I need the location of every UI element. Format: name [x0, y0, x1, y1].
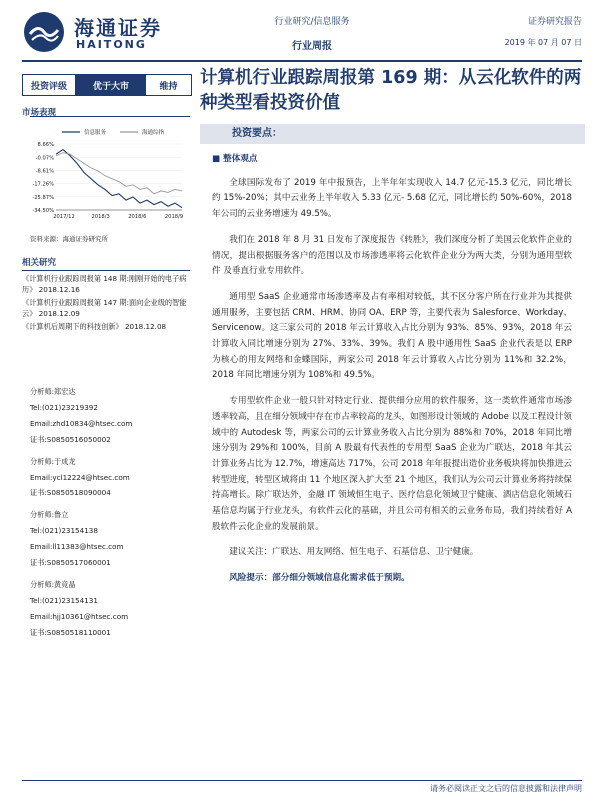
analyst-name: 分析师:郑宏达 — [30, 387, 76, 396]
market-divider — [30, 116, 190, 117]
haitong-logo-icon — [22, 10, 66, 54]
header-divider — [22, 60, 582, 62]
y-tick-label: -17.26% — [32, 181, 54, 188]
category-text: 行业研究/信息服务 — [274, 17, 350, 27]
logo-en: HAITONG — [76, 38, 147, 51]
analyst-list — [30, 384, 190, 641]
paragraph: 专用型软件企业一般只针对特定行业、提供细分应用的软件服务，这一类软件通常市场渗透率较高，且在细分领域中存在市占率较高的龙头，如图形设计领域的 Adobe 以及工程设计领域中的 Autodesk 等，两家公司的云计算业务收入占比分别为 88%和 70%，2018 年同比增速分别为 29%和 100%，目前 A 股最有代表性的专用型 SaaS 企业为广联达，2018 年其云计算业务占比为 12.7%，增速高达 717%，公司 2018 年年报提出造价业务板块将加快推进云转型进度，转型区域将由 11 个地区深入扩大至 21 个地区，我们认为公司云计算业务将持续保持高增长。除广联达外，金融 IT 领域恒生电子、医疗信息化领域卫宁健康、酒店信息化领域石基信息均属于行业龙头，有软件云化的基础，并且公司有相关的云业务布局，我们持续看好 A 股软件云化企业的发展前景。 — [212, 396, 572, 532]
analyst-name: 分析师:于成龙 — [30, 456, 76, 466]
related-divider — [22, 270, 190, 271]
analyst-email[interactable]: Email:zhd10834@htsec.com — [30, 418, 133, 428]
market-section-title: 市场表现 — [22, 108, 57, 118]
analyst-email[interactable]: Email:ll11383@htsec.com — [30, 542, 124, 552]
legend-label-b: 海通综指 — [142, 130, 165, 136]
series-line-a — [56, 150, 182, 208]
legend-label-a: 信息服务 — [84, 130, 107, 136]
analyst-cert: 证书:S0850518090004 — [30, 488, 111, 498]
analyst-cert: 证书:S0850517060001 — [30, 558, 111, 568]
report-type: 行业周报 — [292, 41, 332, 52]
rating-value: 优于大市 — [76, 75, 146, 95]
analyst-tel: Tel:(021)23219392 — [30, 402, 98, 412]
rating-label: 投资评级 — [23, 75, 76, 95]
report-body — [212, 152, 572, 597]
footer-disclaimer: 请务必阅读正文之后的信息披露和法律声明 — [430, 784, 582, 793]
analyst-cert: 证书:S0850518110001 — [30, 627, 111, 637]
footer-divider — [22, 780, 582, 781]
paragraph: 我们在 2018 年 8 月 31 日发布了深度报告《转胜》，我们深度分析了美国云化软件企业的情况，提出根据服务客户的范围以及市场渗透率将云化软件企业分为两大类，分别为通用型软件 及垂直行业专用软件。 — [212, 234, 572, 277]
market-chart — [22, 124, 190, 224]
overview-bullet: ■ 整体观点 — [212, 154, 258, 164]
x-tick-label: 2018/3 — [91, 214, 110, 220]
related-item[interactable]: 《计算机行业跟踪周报第 147 期:面向企业级的智能云》 2018.12.09 — [22, 298, 187, 318]
analyst-name: 分析师:鲁立 — [30, 510, 69, 520]
report-class: 证券研究报告 — [527, 17, 582, 27]
key-points-bar: 投资要点： — [200, 124, 585, 144]
analyst-email[interactable]: Email:hjj10361@htsec.com — [30, 611, 129, 621]
report-title: 计算机行业跟踪周报第 169 期：从云化软件的两种类型看投资价值 — [200, 68, 582, 113]
report-date: 2019 年 07 月 07 日 — [504, 38, 582, 47]
related-item[interactable]: 《计算机后周期下的科技创新》 2018.12.08 — [22, 322, 167, 331]
market-source: 资料来源：海通证券研究所 — [30, 235, 108, 243]
x-tick-label: 2018/9 — [164, 214, 184, 220]
y-tick-label: -34.50% — [32, 208, 54, 214]
analyst-tel: Tel:(021)23154131 — [30, 595, 98, 605]
y-tick-label: 8.66% — [37, 142, 54, 148]
y-tick-label: -8.61% — [35, 168, 54, 175]
x-tick-label: 2018/6 — [128, 214, 147, 220]
risk-warning: 风险提示：部分细分领域信息化需求低于预期。 — [229, 573, 410, 584]
header-category — [262, 14, 362, 52]
analyst-email[interactable]: Email:ycl12224@htsec.com — [30, 472, 130, 482]
logo-cn: 海通证券 — [74, 16, 162, 40]
header-right — [442, 14, 582, 48]
analyst-tel: Tel:(021)23154138 — [30, 526, 98, 536]
related-section — [22, 256, 190, 332]
rating-box — [22, 74, 192, 96]
analyst-name: 分析师:黄竞晶 — [30, 579, 76, 589]
x-tick-label: 2017/12 — [53, 214, 75, 220]
related-title: 相关研究 — [22, 258, 57, 268]
paragraph: 通用型 SaaS 企业通常市场渗透率及占有率相对较低，其不区分客户所在行业并为其提供通用服务，主要包括 CRM、HRM、协同 OA、ERP 等，主要代表为 Salesforce、Workday、Servicenow。这三家公司的 2018 年云计算收入占比分别为 93%、85%、93%，2018 年云计算收入同比增速分别为 27%、33%、39%。我们 A 股中通用性 SaaS 企业代表是以 ERP 为核心的用友网络和金蝶国际，两家公司 2018 年云计算收入占比分别为 11%和 32.2%，2018 年同比增速分别为 108%和 49.5%。 — [212, 291, 572, 381]
paragraph: 建议关注：广联达、用友网络、恒生电子、石基信息、卫宁健康。 — [229, 547, 479, 558]
y-tick-label: -0.07% — [35, 155, 54, 162]
company-logo — [22, 8, 172, 56]
series-line-b — [56, 153, 182, 194]
paragraph: 全球国际发布了 2019 年中报预告，上半年年实现收入 14.7 亿元-15.3 亿元，同比增长约 15%-20%；其中云业务上半年收入 5.33 亿元- 5.68 亿元，同比增长约 50%-60%，2018 年公司的云业务增速为 49.5%。 — [212, 177, 572, 220]
analyst-cert: 证书:S0850516050002 — [30, 434, 111, 444]
rating-status: 维持 — [159, 81, 178, 92]
y-tick-label: -25.87% — [32, 194, 54, 201]
related-item[interactable]: 《计算机行业跟踪周报第 148 期:刚刚开始的电子病历》 2018.12.16 — [22, 274, 187, 294]
